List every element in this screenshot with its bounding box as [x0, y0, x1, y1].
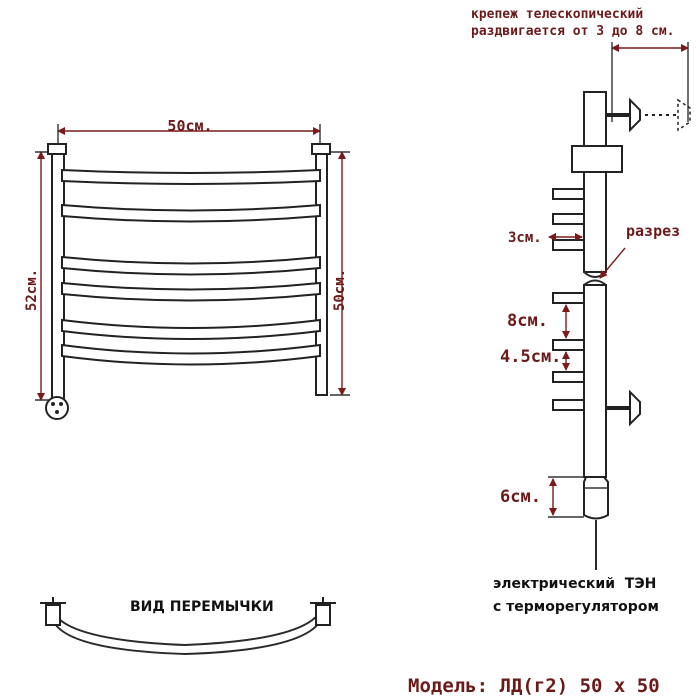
heater-element [584, 477, 608, 519]
rung [62, 320, 320, 339]
jumper-view [40, 597, 336, 654]
rung [62, 283, 320, 301]
heater-label-line2: с терморегулятором [493, 599, 659, 615]
right-cap [312, 144, 330, 154]
mount-note-line2: раздвигается от 3 до 8 см. [471, 24, 675, 39]
cut-label: разрез [626, 222, 681, 240]
rung [62, 257, 320, 275]
top-wall-mount-icon [606, 100, 690, 130]
model-caption: Модель: ЛД(г2) 50 x 50 [408, 675, 660, 697]
right-upright [316, 152, 327, 395]
rung [62, 170, 320, 184]
side-rungs-upper [553, 189, 584, 250]
jumper-view-title: ВИД ПЕРЕМЫЧКИ [130, 599, 274, 615]
rung [62, 205, 320, 222]
top-bracket [572, 146, 622, 172]
bottom-wall-mount-icon [606, 392, 640, 424]
height-left-label: 52см. [24, 268, 40, 312]
rung [62, 345, 320, 365]
heater-plug-icon [46, 397, 68, 419]
side-view [471, 7, 690, 615]
dim-45-label: 4.5см. [500, 347, 562, 367]
width-label: 50см. [167, 117, 213, 135]
left-upright [52, 152, 64, 400]
side-body-lower [584, 285, 606, 477]
mount-note-line1: крепеж телескопический [471, 7, 644, 22]
height-right-label: 50см. [332, 268, 348, 312]
heater-label-line1: электрический ТЭН [493, 576, 657, 592]
rungs [62, 170, 320, 365]
dim-6-label: 6см. [500, 487, 541, 507]
dim-8-label: 8см. [507, 311, 548, 331]
left-cap [48, 144, 66, 154]
jumper-right-fitting-icon [310, 597, 336, 625]
front-view [24, 117, 350, 419]
dim-3-label: 3см. [508, 230, 542, 246]
side-body-upper [584, 92, 606, 272]
